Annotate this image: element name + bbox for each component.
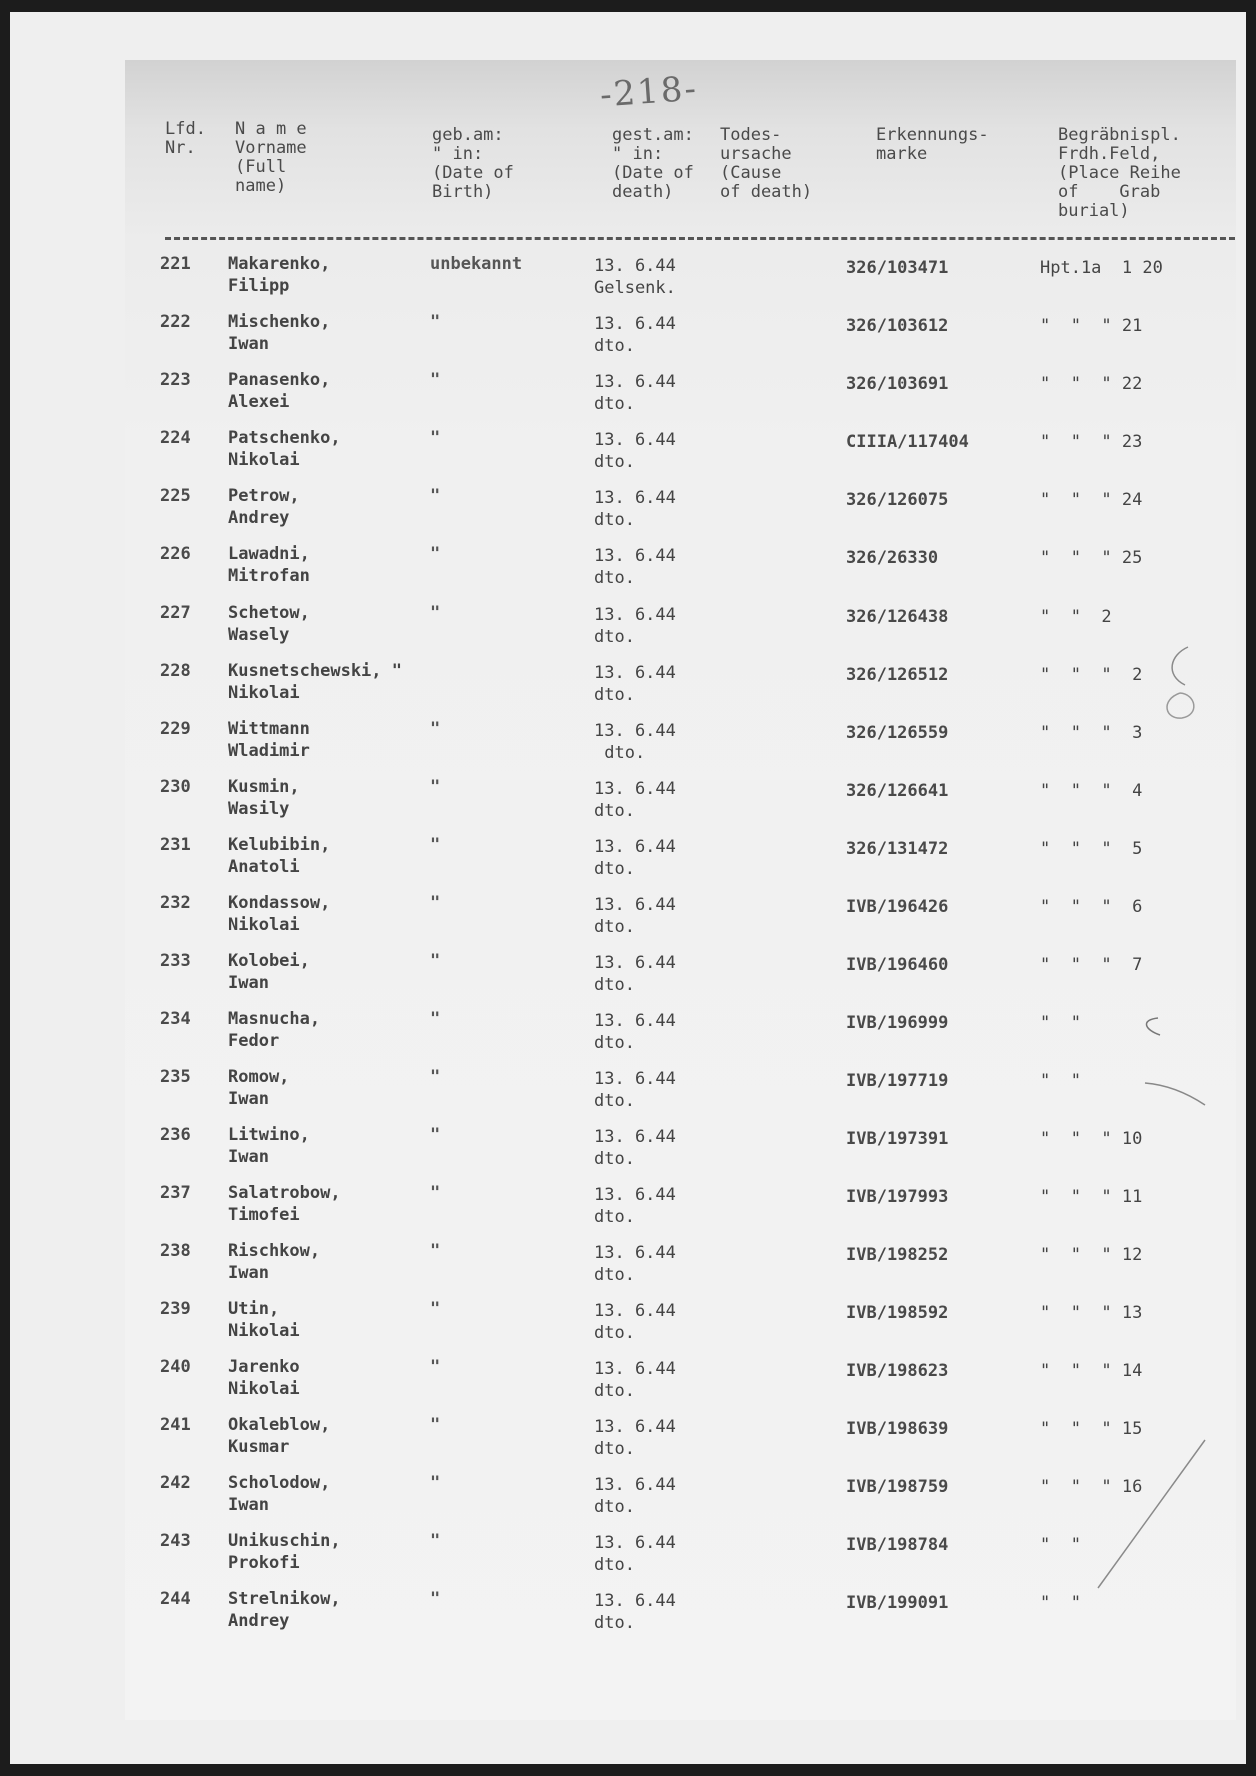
entry-tag: IVB/196460 xyxy=(846,955,949,975)
entry-burial: " " " 22 xyxy=(1040,374,1143,394)
entry-birth: unbekannt xyxy=(430,254,523,274)
page-number: -218- xyxy=(598,68,700,116)
entry-burial: " " xyxy=(1040,1593,1081,1613)
entry-birth: " xyxy=(430,428,441,448)
entry-burial: " " " 23 xyxy=(1040,432,1143,452)
entry-number: 221 xyxy=(160,254,191,274)
entry-number: 238 xyxy=(160,1241,191,1261)
entry-birth: " xyxy=(430,719,441,739)
entry-burial: " " " 5 xyxy=(1040,839,1143,859)
entry-number: 239 xyxy=(160,1299,191,1319)
entry-burial: " " " 11 xyxy=(1040,1187,1143,1207)
entry-name: Unikuschin, Prokofi xyxy=(228,1531,341,1573)
entry-tag: IVB/198759 xyxy=(846,1477,949,1497)
entry-birth: " xyxy=(430,1415,441,1435)
entry-burial: " " xyxy=(1040,1013,1081,1033)
entry-death: 13. 6.44 dto. xyxy=(594,663,676,705)
header-geb: geb.am: " in: (Date of Birth) xyxy=(432,125,514,202)
entry-death: 13. 6.44 dto. xyxy=(594,372,676,414)
entry-death: 13. 6.44 dto. xyxy=(594,1185,676,1227)
entry-burial: " " " 16 xyxy=(1040,1477,1143,1497)
entry-name: Strelnikow, Andrey xyxy=(228,1589,341,1631)
entry-death: 13. 6.44 dto. xyxy=(594,779,676,821)
entry-birth: " xyxy=(430,1589,441,1609)
entry-burial: " " " 15 xyxy=(1040,1419,1143,1439)
entry-birth: " xyxy=(430,777,441,797)
entry-name: Kelubibin, Anatoli xyxy=(228,835,331,877)
entry-tag: IVB/198252 xyxy=(846,1245,949,1265)
entry-tag: 326/131472 xyxy=(846,839,949,859)
entry-tag: IVB/197993 xyxy=(846,1187,949,1207)
entry-death: 13. 6.44 dto. xyxy=(594,953,676,995)
entry-number: 227 xyxy=(160,603,191,623)
header-marke: Erkennungs- marke xyxy=(876,125,989,164)
entry-tag: IVB/198784 xyxy=(846,1535,949,1555)
entry-burial: " " " 7 xyxy=(1040,955,1143,975)
entry-number: 232 xyxy=(160,893,191,913)
entry-tag: 326/103612 xyxy=(846,316,949,336)
entry-death: 13. 6.44 dto. xyxy=(594,430,676,472)
entry-name: Makarenko, Filipp xyxy=(228,254,331,296)
entry-burial: " " xyxy=(1040,1535,1081,1555)
entry-tag: IVB/196999 xyxy=(846,1013,949,1033)
entry-burial: " " " 6 xyxy=(1040,897,1143,917)
entry-birth: " xyxy=(430,1125,441,1145)
entry-tag: 326/126075 xyxy=(846,490,949,510)
entry-birth: " xyxy=(430,370,441,390)
entry-tag: 326/126438 xyxy=(846,607,949,627)
entry-death: 13. 6.44 dto. xyxy=(594,605,676,647)
entry-death: 13. 6.44 dto. xyxy=(594,1301,676,1343)
entry-tag: IVB/198639 xyxy=(846,1419,949,1439)
entry-birth: " xyxy=(430,1009,441,1029)
entry-death: 13. 6.44 dto. xyxy=(594,1591,676,1633)
entry-tag: CIIIA/117404 xyxy=(846,432,969,452)
entry-burial: " " " 14 xyxy=(1040,1361,1143,1381)
entry-tag: 326/26330 xyxy=(846,548,939,568)
entry-birth: " xyxy=(430,835,441,855)
header-gest: gest.am: " in: (Date of death) xyxy=(612,125,694,202)
entry-name: Okaleblow, Kusmar xyxy=(228,1415,331,1457)
entry-name: Wittmann Wladimir xyxy=(228,719,310,761)
entry-number: 228 xyxy=(160,661,191,681)
entry-burial: " " " 10 xyxy=(1040,1129,1143,1149)
entry-tag: 326/126559 xyxy=(846,723,949,743)
entry-birth: " xyxy=(430,951,441,971)
entry-name: Utin, Nikolai xyxy=(228,1299,300,1341)
entry-name: Lawadni, Mitrofan xyxy=(228,544,310,586)
entry-name: Masnucha, Fedor xyxy=(228,1009,321,1051)
entry-name: Panasenko, Alexei xyxy=(228,370,331,412)
entry-tag: IVB/199091 xyxy=(846,1593,949,1613)
entry-tag: 326/103691 xyxy=(846,374,949,394)
entry-death: 13. 6.44 dto. xyxy=(594,314,676,356)
header-nr: Lfd. Nr. xyxy=(165,119,206,158)
entry-number: 222 xyxy=(160,312,191,332)
entry-death: 13. 6.44 Gelsenk. xyxy=(594,256,676,298)
header-todes: Todes- ursache (Cause of death) xyxy=(720,125,813,202)
entry-burial: " " " 12 xyxy=(1040,1245,1143,1265)
entry-birth: " xyxy=(430,603,441,623)
entry-death: 13. 6.44 dto. xyxy=(594,1127,676,1169)
entry-burial: " " 2 xyxy=(1040,607,1112,627)
entry-burial: " " " 13 xyxy=(1040,1303,1143,1323)
entry-tag: 326/126512 xyxy=(846,665,949,685)
entry-number: 240 xyxy=(160,1357,191,1377)
entry-name: Romow, Iwan xyxy=(228,1067,290,1109)
entry-number: 230 xyxy=(160,777,191,797)
entry-death: 13. 6.44 dto. xyxy=(594,546,676,588)
header-begr: Begräbnispl. Frdh.Feld, (Place Reihe of Grab burial) xyxy=(1058,125,1181,221)
entry-burial: " " " 25 xyxy=(1040,548,1143,568)
entry-burial: " " " 21 xyxy=(1040,316,1143,336)
entry-death: 13. 6.44 dto. xyxy=(594,1533,676,1575)
entry-number: 229 xyxy=(160,719,191,739)
entry-name: Kusnetschewski, " Nikolai xyxy=(228,661,402,703)
entry-number: 243 xyxy=(160,1531,191,1551)
entry-birth: " xyxy=(430,893,441,913)
entry-death: 13. 6.44 dto. xyxy=(594,1359,676,1401)
entry-burial: " " " 24 xyxy=(1040,490,1143,510)
entry-name: Schetow, Wasely xyxy=(228,603,310,645)
entry-tag: IVB/197719 xyxy=(846,1071,949,1091)
entry-death: 13. 6.44 dto. xyxy=(594,1069,676,1111)
entry-number: 236 xyxy=(160,1125,191,1145)
entry-number: 233 xyxy=(160,951,191,971)
entry-name: Kolobei, Iwan xyxy=(228,951,310,993)
entry-birth: " xyxy=(430,544,441,564)
entry-birth: " xyxy=(430,1357,441,1377)
entry-name: Scholodow, Iwan xyxy=(228,1473,331,1515)
entry-number: 235 xyxy=(160,1067,191,1087)
entry-number: 241 xyxy=(160,1415,191,1435)
entry-death: 13. 6.44 dto. xyxy=(594,1475,676,1517)
entry-name: Litwino, Iwan xyxy=(228,1125,310,1167)
entry-name: Mischenko, Iwan xyxy=(228,312,331,354)
entry-death: 13. 6.44 dto. xyxy=(594,895,676,937)
entry-number: 242 xyxy=(160,1473,191,1493)
entry-death: 13. 6.44 dto. xyxy=(594,1417,676,1459)
entry-tag: 326/103471 xyxy=(846,258,949,278)
entry-birth: " xyxy=(430,1299,441,1319)
entry-birth: " xyxy=(430,1531,441,1551)
entry-name: Kondassow, Nikolai xyxy=(228,893,331,935)
entry-name: Salatrobow, Timofei xyxy=(228,1183,341,1225)
entry-tag: 326/126641 xyxy=(846,781,949,801)
entry-number: 223 xyxy=(160,370,191,390)
entry-tag: IVB/197391 xyxy=(846,1129,949,1149)
entry-burial: " " " 4 xyxy=(1040,781,1143,801)
entry-tag: IVB/198623 xyxy=(846,1361,949,1381)
entry-death: 13. 6.44 dto. xyxy=(594,1243,676,1285)
entry-name: Patschenko, Nikolai xyxy=(228,428,341,470)
entry-burial: Hpt.1a 1 20 xyxy=(1040,258,1163,278)
entry-name: Jarenko Nikolai xyxy=(228,1357,300,1399)
entry-birth: " xyxy=(430,1473,441,1493)
entry-birth: " xyxy=(430,486,441,506)
entry-tag: IVB/198592 xyxy=(846,1303,949,1323)
entry-death: 13. 6.44 dto. xyxy=(594,837,676,879)
entry-number: 244 xyxy=(160,1589,191,1609)
entry-name: Rischkow, Iwan xyxy=(228,1241,321,1283)
entry-burial: " " " 2 xyxy=(1040,665,1143,685)
entry-number: 225 xyxy=(160,486,191,506)
entry-name: Kusmin, Wasily xyxy=(228,777,300,819)
entry-birth: " xyxy=(430,312,441,332)
entry-number: 226 xyxy=(160,544,191,564)
entry-name: Petrow, Andrey xyxy=(228,486,300,528)
entry-death: 13. 6.44 dto. xyxy=(594,1011,676,1053)
entry-burial: " " " 3 xyxy=(1040,723,1143,743)
entry-number: 231 xyxy=(160,835,191,855)
entry-birth: " xyxy=(430,1067,441,1087)
entry-birth: " xyxy=(430,1183,441,1203)
header-name: N a m e Vorname (Full name) xyxy=(235,119,307,196)
entry-burial: " " xyxy=(1040,1071,1081,1091)
entry-birth: " xyxy=(430,1241,441,1261)
entry-tag: IVB/196426 xyxy=(846,897,949,917)
entry-number: 237 xyxy=(160,1183,191,1203)
entry-number: 234 xyxy=(160,1009,191,1029)
entry-death: 13. 6.44 dto. xyxy=(594,488,676,530)
entry-death: 13. 6.44 dto. xyxy=(594,721,676,763)
entry-number: 224 xyxy=(160,428,191,448)
